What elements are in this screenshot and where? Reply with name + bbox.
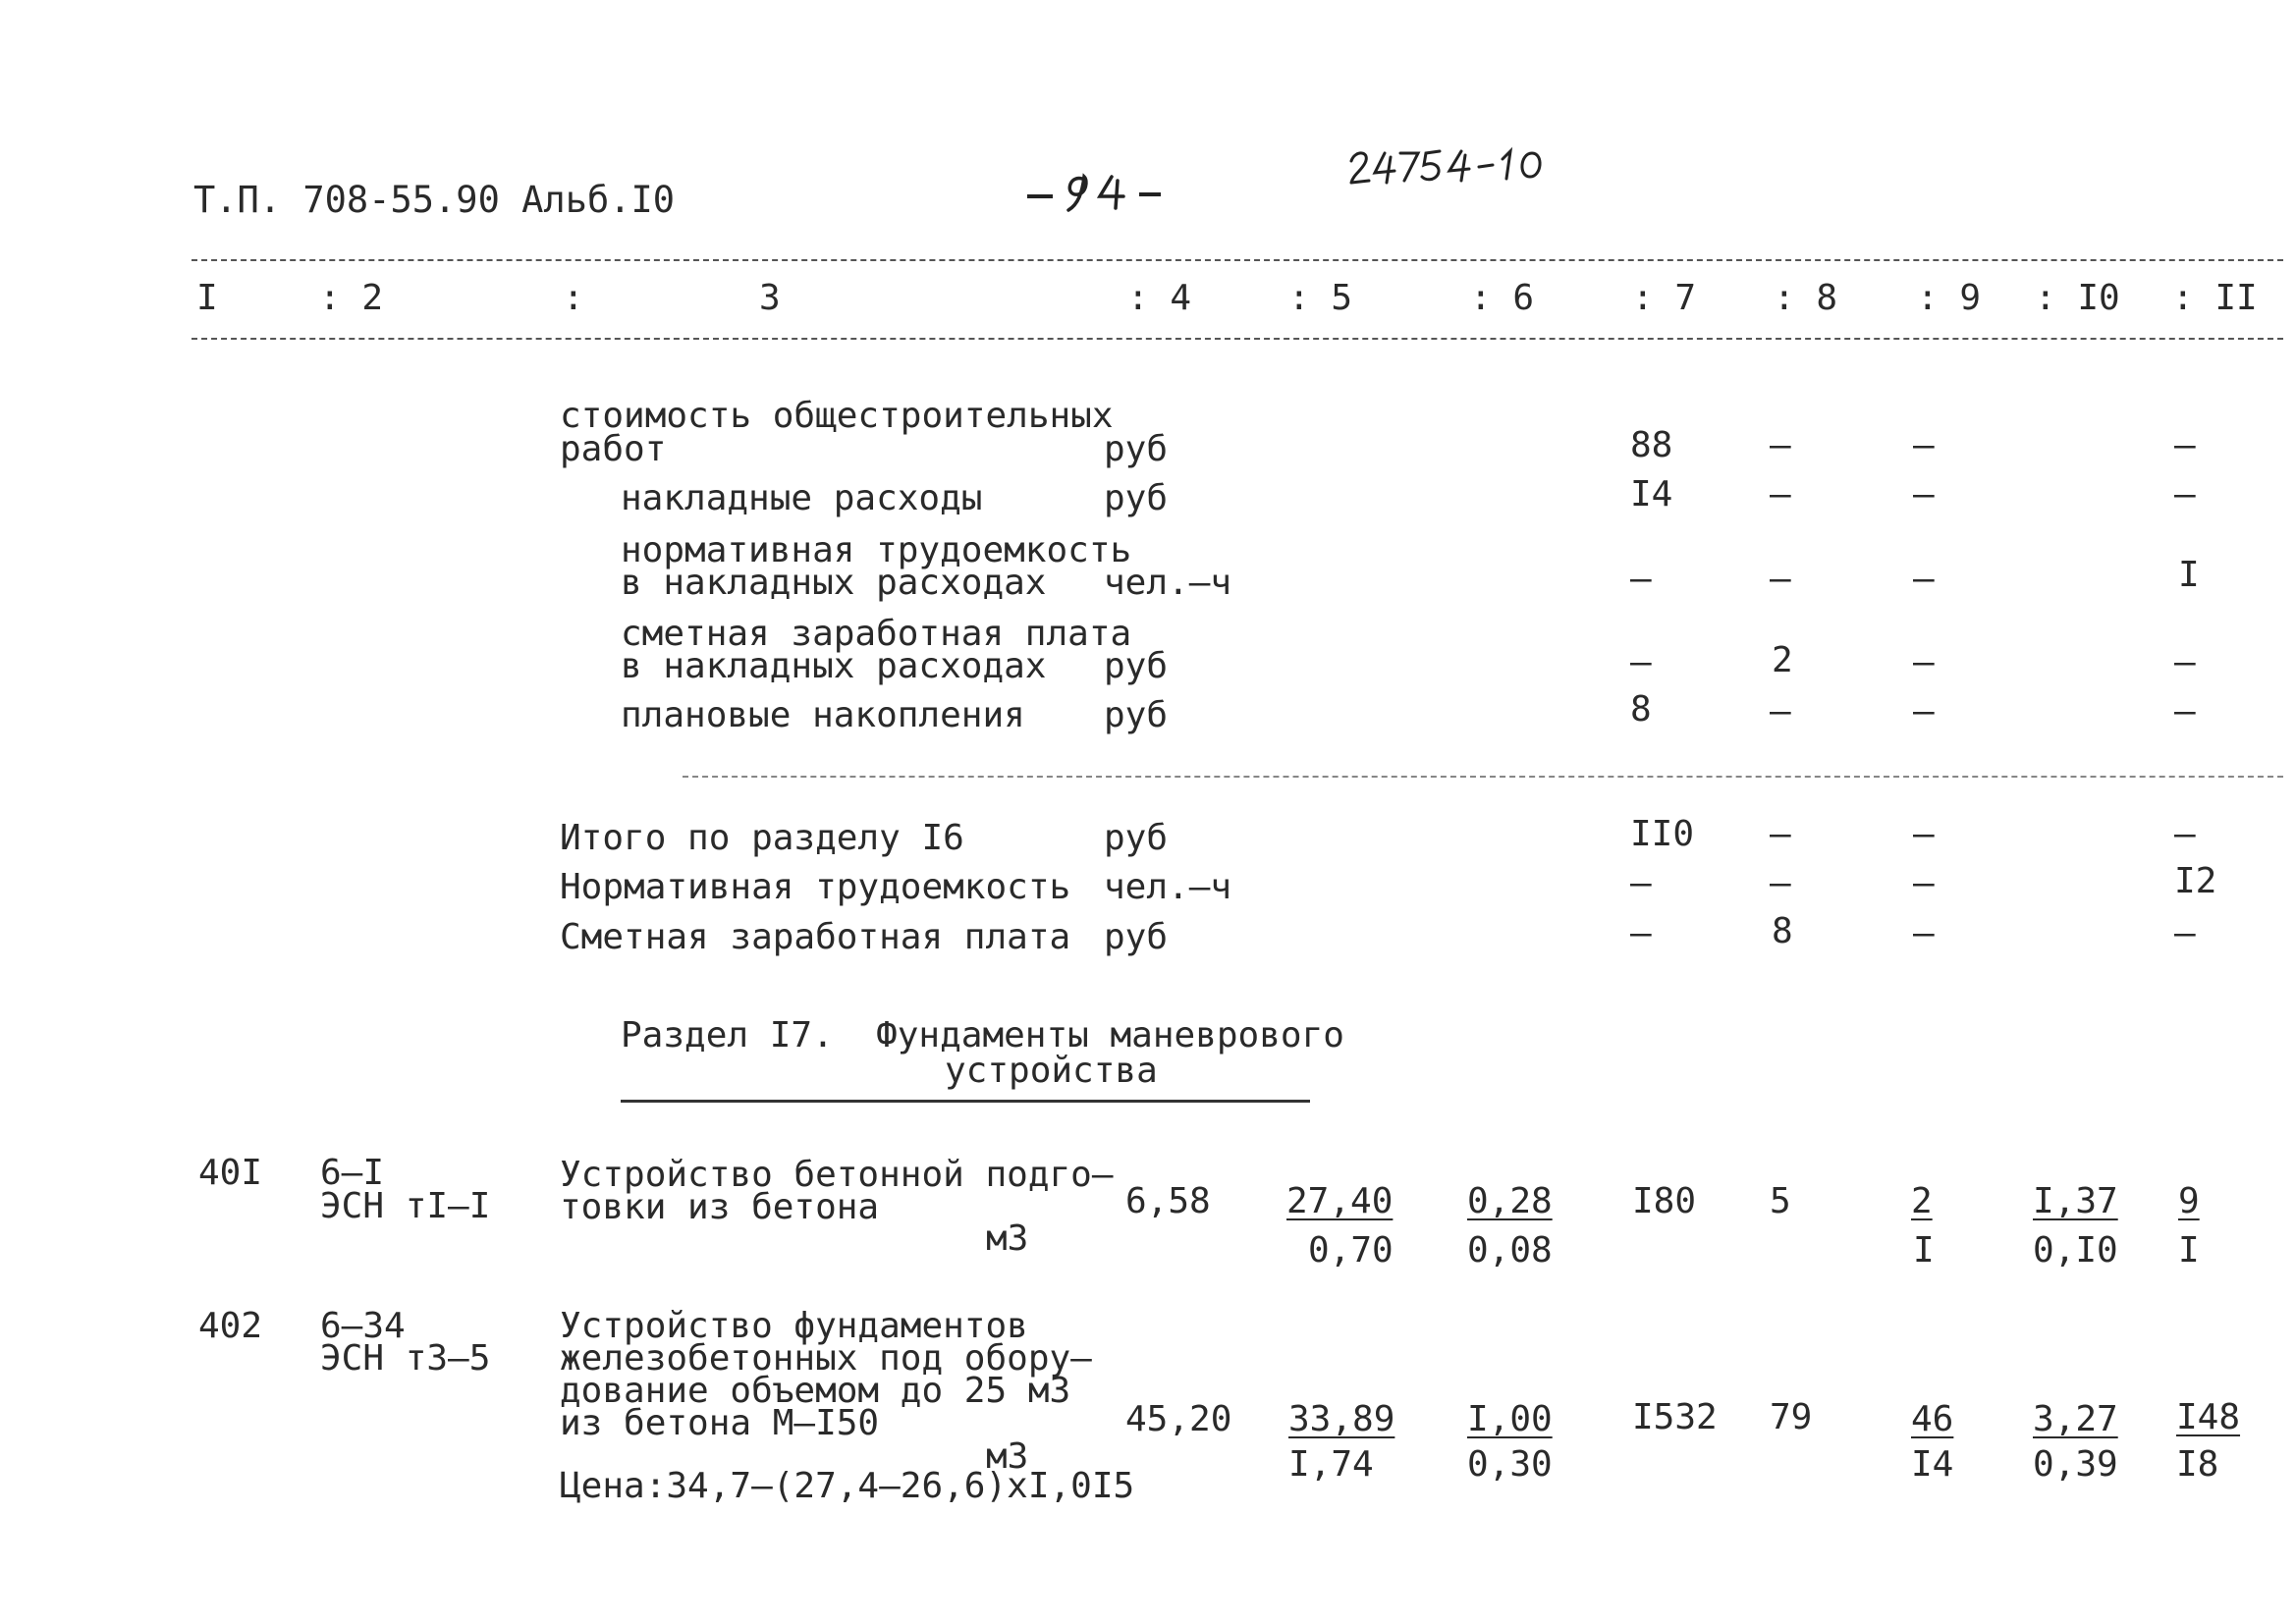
row-401-c10-bottom: 0,I0 [2033,1230,2118,1271]
section-title-line2: устройства [945,1051,1158,1091]
row-402-c6-top: I,00 [1467,1399,1553,1439]
total-wage-c11: – [2174,913,2196,953]
row-402-c9-bottom: I4 [1911,1444,1954,1485]
total-wage-label: Сметная заработная плата [560,917,1071,957]
planned-profit-c8: – [1770,691,1791,731]
overhead-wage-label-line2: в накладных расходах [621,646,1047,686]
row-401-c11-top: 9 [2178,1181,2200,1221]
overhead-wage-c7: – [1630,642,1652,682]
row-401-c5-top: 27,40 [1286,1181,1394,1221]
row-402-c10-bottom: 0,39 [2033,1444,2118,1485]
row-401-desc-line1: Устройство бетонной подго– [560,1155,1114,1195]
total-labor-c8: – [1770,863,1791,903]
total-labor-c11: I2 [2174,861,2217,901]
total-wage-c7: – [1630,913,1652,953]
overhead-wage-c9: – [1913,642,1935,682]
total-labor-label: Нормативная трудоемкость [560,867,1071,907]
row-401-code-line2: ЭСН тI–I [320,1186,491,1226]
row-402-desc-line2: железобетонных под обору– [560,1338,1092,1379]
row-401-c7: I80 [1632,1181,1697,1221]
subtotal-rule [683,776,2283,778]
row-401-c10-top: I,37 [2033,1181,2118,1221]
total-wage-c8: 8 [1772,911,1793,951]
row-402-c10-top: 3,27 [2033,1399,2118,1439]
row-402-c11-bottom: I8 [2176,1444,2219,1485]
row-401-code-line1: 6–I [320,1153,385,1193]
column-header-10: : I0 [2035,278,2120,318]
cost-c8: – [1770,425,1791,465]
overhead-wage-c8: 2 [1772,640,1793,680]
cost-unit: руб [1104,429,1169,469]
header-top-rule [191,259,2283,261]
planned-profit-c11: – [2174,691,2196,731]
row-401-c6-top: 0,28 [1467,1181,1553,1221]
row-402-price-note: Цена:34,7–(27,4–26,6)хI,0I5 [560,1466,1135,1506]
row-402-c9-top: 46 [1911,1399,1954,1439]
overhead-wage-unit: руб [1104,646,1169,686]
total-labor-c7: – [1630,863,1652,903]
row-401-quantity: 6,58 [1125,1181,1211,1221]
total-wage-unit: руб [1104,917,1169,957]
planned-profit-c7: 8 [1630,689,1652,730]
section-total-c7: II0 [1630,814,1695,854]
planned-profit-unit: руб [1104,695,1169,735]
row-401-c9-top: 2 [1911,1181,1933,1221]
overhead-label: накладные расходы [621,478,983,518]
row-401-unit: м3 [986,1218,1029,1259]
cost-label-line2: работ [560,429,667,469]
row-402-c7: I532 [1632,1397,1718,1437]
row-402-number: 402 [198,1306,263,1346]
column-header-7: : 7 [1632,278,1697,318]
row-402-c5-top: 33,89 [1288,1399,1395,1439]
section-total-c11: – [2174,814,2196,854]
overhead-unit: руб [1104,478,1169,518]
row-402-desc-line4: из бетона М–I50 [560,1403,880,1443]
row-402-c6-bottom: 0,30 [1467,1444,1553,1485]
planned-profit-c9: – [1913,691,1935,731]
section-total-unit: руб [1104,818,1169,858]
row-401-c8: 5 [1770,1181,1791,1221]
column-header-11: : II [2172,278,2258,318]
overhead-labor-c7: – [1630,559,1652,599]
overhead-c8: – [1770,474,1791,514]
document-reference: Т.П. 708-55.90 Альб.I0 [193,179,676,221]
total-wage-c9: – [1913,913,1935,953]
overhead-wage-c11: – [2174,642,2196,682]
column-header-9: : 9 [1917,278,1982,318]
cost-label-line1: стоимость общестроительных [560,396,1114,436]
row-401-c9-bottom: I [1913,1230,1935,1271]
total-labor-c9: – [1913,863,1935,903]
cost-c7: 88 [1630,425,1673,465]
row-401-c6-bottom: 0,08 [1467,1230,1553,1271]
overhead-labor-c9: – [1913,559,1935,599]
row-401-number: 40I [198,1153,263,1193]
overhead-c9: – [1913,474,1935,514]
cost-c11: – [2174,425,2196,465]
overhead-wage-label-line1: сметная заработная плата [621,614,1132,654]
header-bottom-rule [191,338,2283,340]
overhead-labor-c8: – [1770,559,1791,599]
overhead-labor-label-line2: в накладных расходах [621,563,1047,603]
row-401-c11-bottom: I [2178,1230,2200,1271]
column-header-3: 3 [759,278,781,318]
column-header-4: : 4 [1127,278,1192,318]
section-total-c8: – [1770,814,1791,854]
overhead-c11: – [2174,474,2196,514]
column-header-8: : 8 [1774,278,1838,318]
overhead-labor-unit: чел.–ч [1104,563,1232,603]
overhead-labor-c11: I [2178,555,2200,595]
overhead-labor-label-line1: нормативная трудоемкость [621,530,1132,570]
row-402-desc-line1: Устройство фундаментов [560,1306,1028,1346]
row-402-desc-line3: дование объемом до 25 м3 [560,1371,1071,1411]
cost-c9: – [1913,425,1935,465]
section-title-line1: Раздел I7. Фундаменты маневрового [621,1015,1344,1055]
column-header-5: : 5 [1288,278,1353,318]
total-labor-unit: чел.–ч [1104,867,1232,907]
row-401-c5-bottom: 0,70 [1308,1230,1394,1271]
overhead-c7: I4 [1630,474,1673,514]
row-402-code-line2: ЭСН т3–5 [320,1338,491,1379]
section-title-underline [621,1100,1310,1103]
column-header-1: I [196,278,218,318]
row-402-quantity: 45,20 [1125,1399,1232,1439]
handwritten-page-number [1021,167,1169,216]
row-402-c8: 79 [1770,1397,1813,1437]
row-402-c11-top: I48 [2176,1397,2241,1437]
row-402-code-line1: 6–34 [320,1306,406,1346]
row-402-unit: м3 [986,1436,1029,1477]
handwritten-number [1347,145,1554,192]
row-401-desc-line2: товки из бетона [560,1187,880,1227]
section-total-c9: – [1913,814,1935,854]
section-total-label: Итого по разделу I6 [560,818,964,858]
planned-profit-label: плановые накопления [621,695,1025,735]
row-402-c5-bottom: I,74 [1288,1444,1374,1485]
column-separator: : [563,278,584,318]
column-header-6: : 6 [1470,278,1535,318]
column-header-2: : 2 [319,278,384,318]
